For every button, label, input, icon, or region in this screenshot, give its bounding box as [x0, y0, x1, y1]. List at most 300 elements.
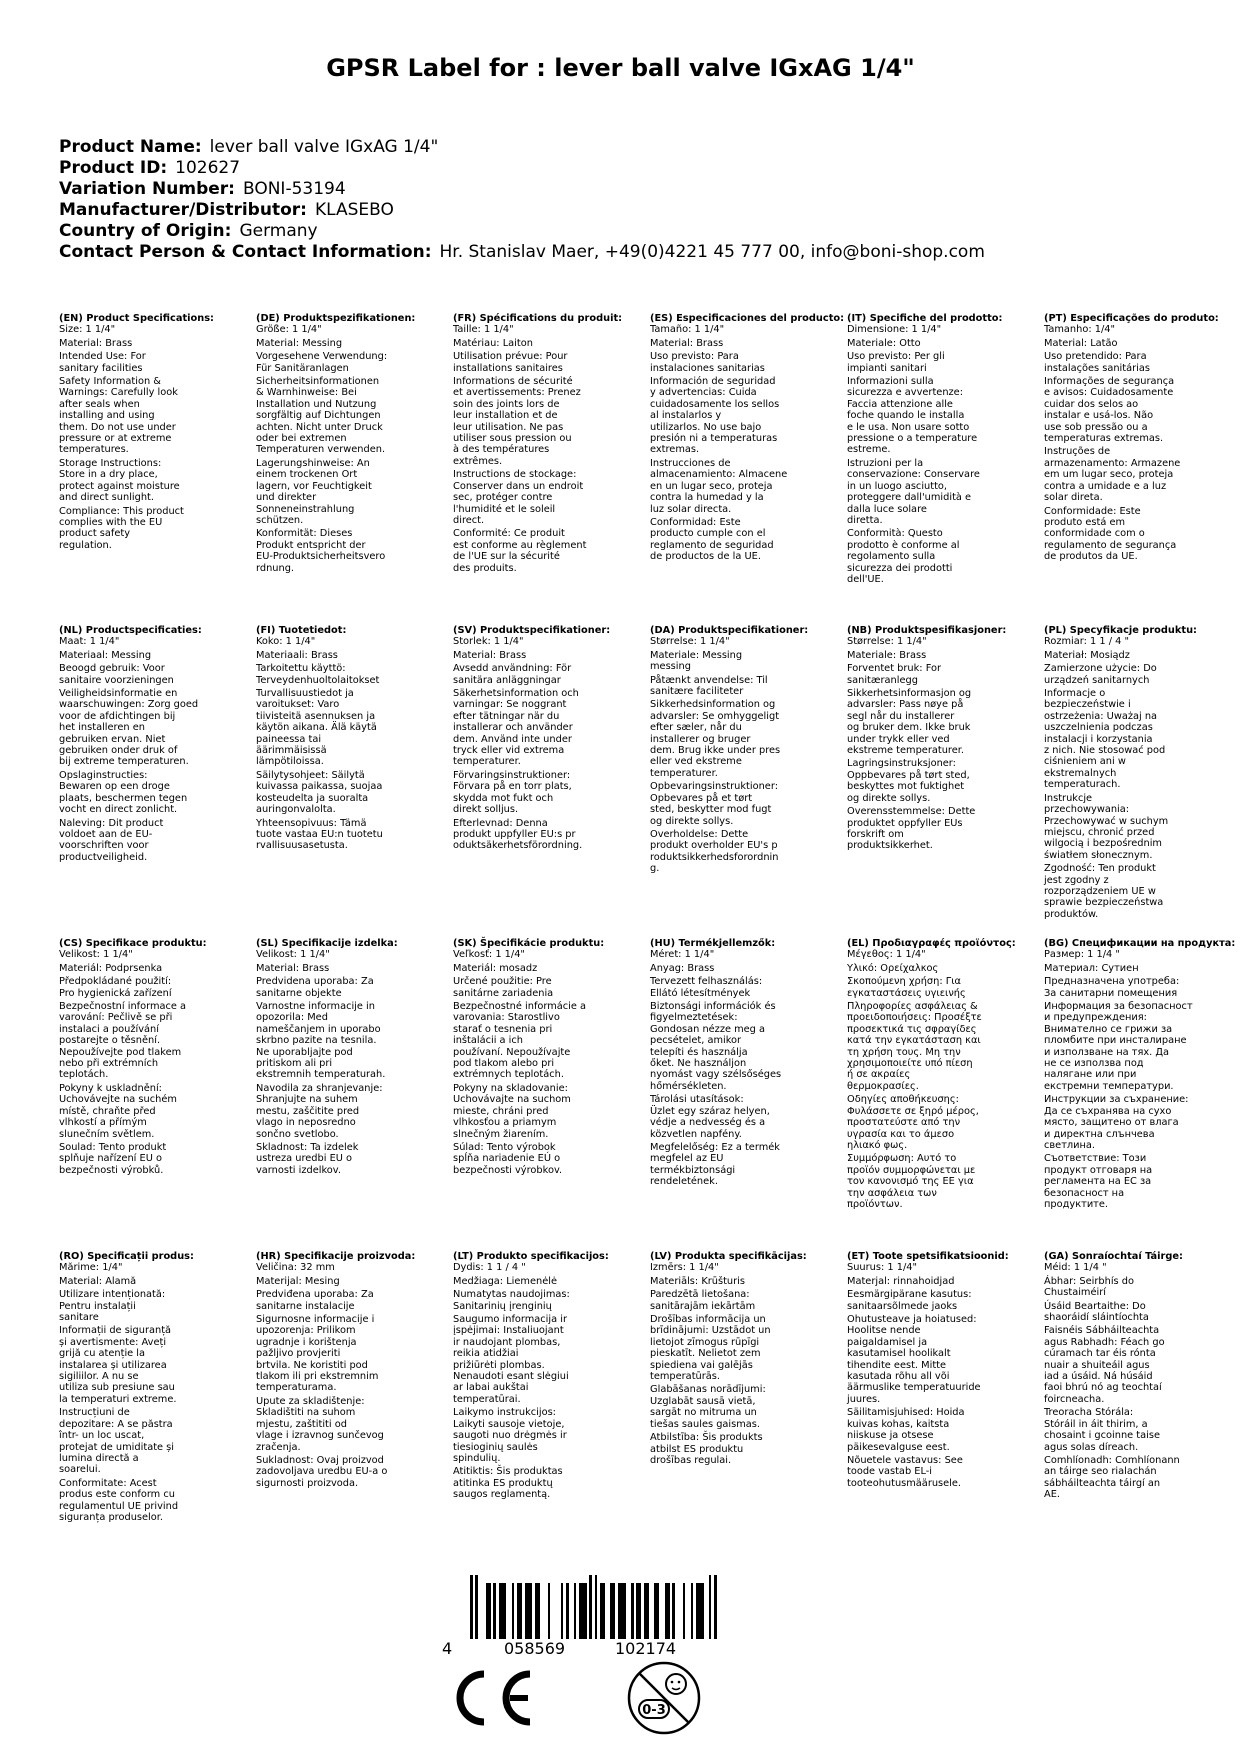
spec-line: grijă cu atenție la: [59, 1348, 146, 1360]
age-warning-icon: [626, 1660, 702, 1736]
spec-line: dem. Använd inte under: [453, 733, 572, 745]
spec-field: [847, 338, 975, 349]
spec-line: tlakom ili pri ekstremnim: [256, 1371, 379, 1383]
spec-field: [59, 1001, 187, 1081]
spec-line: chosaint i gcoinne taise: [1044, 1430, 1160, 1442]
spec-field: [59, 1407, 187, 1475]
spec-line: cuidadosamente los sellos: [650, 398, 780, 410]
spec-line: temperatures.: [59, 444, 129, 456]
spec-line: them. Do not use under: [59, 421, 176, 433]
spec-field: [847, 650, 975, 661]
spec-line: Material: Alamă: [59, 1275, 137, 1287]
spec-column: [256, 1251, 453, 1563]
spec-line: Påtænkt anvendelse: Til: [650, 674, 768, 686]
spec-heading: (EL) Προδιαγραφές προϊόντος:: [847, 938, 1016, 949]
spec-line: Предназначена употреба:: [1044, 976, 1180, 988]
spec-line: kuivas kohas, kaitsta: [847, 1418, 950, 1430]
spec-line: saugos reglamentą.: [453, 1489, 551, 1501]
spec-line: Anyag: Brass: [650, 962, 715, 974]
spec-heading: (HU) Termékjellemzők:: [650, 938, 776, 949]
spec-heading: (FI) Tuotetiedot:: [256, 625, 347, 636]
spec-line: Pentru instalații: [59, 1300, 136, 1312]
spec-row: [59, 1251, 1239, 1563]
spec-line: Materiaali: Brass: [256, 649, 338, 661]
spec-line: og direkte sollys.: [650, 815, 734, 827]
spec-line: agus Rabhadh: Féach go: [1044, 1336, 1165, 1348]
spec-line: Súlad: Tento výrobok: [453, 1141, 556, 1153]
spec-field: [1044, 963, 1172, 974]
spec-field: [256, 376, 384, 456]
spec-line: varnosti izdelkov.: [256, 1164, 341, 1176]
spec-line: foircneacha.: [1044, 1393, 1105, 1405]
spec-line: de productos de la UE.: [650, 551, 761, 563]
spec-line: Οδηγίες αποθήκευσης:: [847, 1094, 959, 1106]
spec-line: forskrift om: [847, 828, 904, 840]
spec-line: nebo při extrémních: [59, 1058, 159, 1070]
spec-line: EU-Produktsicherheitsvero: [256, 551, 386, 563]
spec-line: την ασφάλεια των: [847, 1187, 937, 1199]
spec-field: [453, 351, 581, 374]
spec-line: luz solar directa.: [650, 503, 732, 515]
spec-line: paigaldamisel ja: [847, 1336, 928, 1348]
spec-line: místě, chraňte před: [59, 1105, 156, 1117]
spec-line: Storage Instructions:: [59, 457, 162, 469]
spec-line: Conformidad: Este: [650, 516, 741, 528]
spec-column: [1044, 313, 1241, 625]
spec-line: roduktsikkerhedsforordnin: [650, 851, 779, 863]
spec-line: reglamento de seguridad: [650, 539, 774, 551]
barcode-space: [675, 1583, 683, 1639]
spec-field: [650, 781, 778, 827]
spec-line: äärimmäisissä: [256, 745, 327, 757]
spec-line: rendeletének.: [650, 1176, 718, 1188]
spec-line: Sicherheitsinformationen: [256, 376, 380, 388]
spec-line: bezpečnosti výrobkov.: [453, 1164, 563, 1176]
spec-line: и предупреждения:: [1044, 1012, 1147, 1024]
spec-line: contra la humedad y la: [650, 492, 764, 504]
spec-line: voor de afdichtingen bij: [59, 710, 176, 722]
spec-line: & Warnhinweise: Bei: [256, 387, 357, 399]
spec-line: à des températures: [453, 444, 550, 456]
spec-line: Vorgesehene Verwendung:: [256, 351, 388, 363]
spec-line: zračenja.: [256, 1441, 301, 1453]
spec-line: Turvallisuustiedot ja: [256, 688, 354, 700]
spec-line: tooteohutusmäärusele.: [847, 1477, 962, 1489]
spec-line: agus solas díreach.: [1044, 1441, 1139, 1453]
spec-line: într- un loc uscat,: [59, 1430, 145, 1442]
spec-line: Instrucțiuni de: [59, 1407, 130, 1419]
spec-line: direkt solljus.: [453, 804, 519, 816]
spec-column: [1044, 1251, 1241, 1563]
spec-line: Veličina: 32 mm: [256, 1262, 335, 1274]
spec-line: Utilisation prévue: Pour: [453, 351, 568, 363]
spec-line: y advertencias: Cuida: [650, 387, 757, 399]
info-label: Contact Person & Contact Information:: [59, 242, 432, 262]
spec-heading: (PT) Especificações do produto:: [1044, 313, 1219, 324]
spec-line: Suurus: 1 1/4": [847, 1262, 918, 1274]
spec-line: beskyttes mot fuktighet: [847, 781, 965, 793]
spec-line: sicurezza dei prodotti: [847, 562, 953, 574]
spec-line: Upute za skladištenje:: [256, 1395, 365, 1407]
spec-line: Pro hygienická zařízení: [59, 987, 172, 999]
barcode-bar: [579, 1583, 587, 1639]
spec-line: Rozmiar: 1 1 / 4 ": [1044, 636, 1130, 648]
spec-column: [650, 1251, 847, 1563]
spec-column: [59, 1251, 256, 1563]
spec-line: Tarkoitettu käyttö:: [256, 663, 346, 675]
spec-field: [453, 1289, 581, 1312]
spec-heading: (CS) Specifikace produktu:: [59, 938, 207, 949]
spec-line: regulamento de segurança: [1044, 539, 1177, 551]
spec-line: temperatūrās.: [650, 1371, 720, 1383]
spec-line: Medžiaga: Liemenėlė: [453, 1275, 557, 1287]
spec-line: vocht en direct zonlicht.: [59, 804, 178, 816]
spec-line: Sikkerhetsinformasjon og: [847, 688, 972, 700]
spec-field: [1044, 1454, 1180, 1501]
spec-line: hőmérsékleten.: [650, 1080, 727, 1092]
barcode-space: [540, 1583, 548, 1639]
spec-field: [256, 1276, 384, 1287]
spec-line: Materjal: rinnahoidjad: [847, 1275, 955, 1287]
spec-line: produktet oppfyller EUs: [847, 817, 963, 829]
spec-line: Uso pretendido: Para: [1044, 351, 1147, 363]
spec-column: [453, 625, 650, 938]
spec-line: lagern, vor Feuchtigkeit: [256, 480, 372, 492]
spec-field: [847, 528, 975, 585]
spec-field: [453, 650, 581, 661]
spec-line: dem. Brug ikke under pres: [650, 745, 781, 757]
spec-line: Forventet bruk: For: [847, 663, 942, 675]
spec-line: tiesioginių saulės: [453, 1441, 538, 1453]
spec-line: varování: Pečlivě se při: [59, 1012, 173, 1024]
spec-line: Förvara på en torr plats,: [453, 781, 572, 793]
spec-line: utilizarlos. No use bajo: [650, 421, 762, 433]
spec-field: [453, 1276, 581, 1287]
spec-line: Größe: 1 1/4": [256, 324, 322, 336]
spec-heading: (NB) Produktspesifikasjoner:: [847, 625, 1007, 636]
spec-line: og bruker dem. Ikke bruk: [847, 722, 971, 734]
info-contact: [59, 242, 1199, 263]
spec-field: [650, 1276, 778, 1287]
spec-field: [650, 338, 778, 349]
spec-line: teplotách.: [59, 1069, 109, 1081]
spec-heading: (ET) Toote spetsifikatsioonid:: [847, 1251, 1009, 1262]
spec-line: Förvaringsinstruktioner:: [453, 769, 571, 781]
spec-line: instalações sanitárias: [1044, 362, 1150, 374]
spec-field: [1044, 446, 1181, 504]
spec-line: Ne uporabljajte pod: [256, 1046, 353, 1058]
spec-line: lietojot zīmogus rūpīgi: [650, 1336, 760, 1348]
spec-line: sigiliilor. A nu se: [59, 1371, 139, 1383]
spec-column: [650, 625, 847, 938]
spec-line: προϊόν συμμορφώνεται με: [847, 1164, 976, 1176]
spec-line: prodotto è conforme al: [847, 539, 960, 551]
spec-field: [650, 1314, 778, 1382]
spec-line: Numatytas naudojimas:: [453, 1289, 570, 1301]
spec-line: Instructions de stockage:: [453, 469, 577, 481]
spec-line: telepíti és használja: [650, 1046, 748, 1058]
spec-field: [847, 1407, 975, 1453]
spec-line: Sukladnost: Ovaj proizvod: [256, 1454, 384, 1466]
info-label: Variation Number:: [59, 179, 235, 199]
spec-column: [650, 938, 847, 1251]
spec-line: Predviđena uporaba: Za: [256, 1289, 374, 1301]
spec-field: [256, 818, 384, 852]
spec-field: [453, 324, 581, 335]
spec-column: [256, 625, 453, 938]
spec-row: [59, 313, 1239, 625]
spec-field: [59, 963, 187, 974]
spec-line: Pokyny k uskladnění:: [59, 1082, 162, 1094]
info-value: Hr. Stanislav Maer, +49(0)4221 45 777 00, info@boni-shop.com: [439, 242, 985, 262]
info-variation-number: [59, 179, 1199, 200]
spec-heading: (RO) Specificații produs:: [59, 1251, 194, 1262]
spec-line: paineessa tai: [256, 733, 322, 745]
spec-line: Внимателно се грижи за: [1044, 1023, 1173, 1035]
spec-line: θερμοκρασίες.: [847, 1080, 919, 1092]
spec-line: Maat: 1 1/4": [59, 636, 120, 648]
spec-line: de l'UE sur la sécurité: [453, 551, 560, 563]
spec-line: Avsedd användning: För: [453, 663, 572, 675]
spec-field: [256, 770, 384, 816]
spec-column: [453, 938, 650, 1251]
spec-line: Izmērs: 1 1/4": [650, 1262, 719, 1274]
spec-field: [650, 1142, 778, 1188]
barcode-digits-right: 102174: [615, 1639, 677, 1658]
spec-field: [650, 517, 778, 563]
spec-field: [256, 1454, 388, 1489]
spec-field: [256, 458, 384, 526]
spec-line: sprawie bezpieczeństwa: [1044, 897, 1164, 909]
spec-line: under trykk eller ved: [847, 733, 950, 745]
info-product-name: [59, 137, 1199, 158]
spec-column: [1044, 625, 1241, 938]
spec-line: Säkerhetsinformation och: [453, 688, 579, 700]
spec-line: Säilitamisjuhised: Hoida: [847, 1407, 965, 1419]
spec-line: temperatūrai.: [453, 1393, 521, 1405]
spec-line: Opslaginstructies:: [59, 769, 148, 781]
spec-heading: (DE) Produktspezifikationen:: [256, 313, 416, 324]
spec-line: Conformità: Questo: [847, 528, 943, 540]
spec-line: conservazione: Conservare: [847, 469, 980, 481]
spec-line: Temperaturen verwenden.: [256, 444, 386, 456]
info-label: Product Name:: [59, 137, 202, 157]
spec-column: [847, 938, 1044, 1251]
spec-line: Hoolitse nende: [847, 1325, 921, 1337]
spec-line: Store in a dry place,: [59, 469, 158, 481]
info-value: KLASEBO: [314, 200, 394, 220]
spec-line: őket. Ne használjon: [650, 1058, 747, 1070]
spec-line: Size: 1 1/4": [59, 324, 116, 336]
spec-line: niiskuse ja otsese: [847, 1430, 934, 1442]
spec-line: Conserver dans un endroit: [453, 480, 584, 492]
spec-line: безопасност на: [1044, 1187, 1125, 1199]
spec-line: spĺňa nariadenie EÚ o: [453, 1153, 561, 1165]
spec-line: Installation und Nutzung: [256, 398, 377, 410]
spec-line: inštalácii a ich: [453, 1035, 523, 1047]
spec-line: temperaturach.: [1044, 779, 1121, 791]
spec-line: est conforme au règlement: [453, 539, 587, 551]
barcode-bar: [714, 1575, 717, 1639]
spec-column: [59, 313, 256, 625]
spec-line: faoi bhrú nó ag teochtaí: [1044, 1382, 1162, 1394]
spec-line: mieste, chráni pred: [453, 1105, 549, 1117]
spec-line: Terveydenhuoltolaitokset: [256, 674, 380, 686]
spec-line: ekstremnih temperaturah.: [256, 1069, 386, 1081]
spec-heading: (NL) Productspecificaties:: [59, 625, 202, 636]
spec-line: brtvila. Ne koristiti pod: [256, 1359, 368, 1371]
spec-line: Skladnost: Ta izdelek: [256, 1141, 359, 1153]
spec-line: tiešas saules gaismas.: [650, 1418, 761, 1430]
spec-field: [1044, 376, 1175, 445]
spec-line: lämpötiloissa.: [256, 756, 324, 768]
spec-line: Chustaiméirí: [1044, 1287, 1106, 1299]
spec-line: Lagringsinstruksjoner:: [847, 758, 956, 770]
spec-line: Zgodność: Ten produkt: [1044, 863, 1156, 875]
spec-line: Tárolási utasítások:: [650, 1094, 744, 1106]
spec-line: Saugumo informacija ir: [453, 1314, 567, 1326]
spec-line: Shranjujte na suhem: [256, 1094, 358, 1106]
spec-line: atitinka ES produktų: [453, 1477, 553, 1489]
spec-line: og direkte sollys.: [847, 792, 931, 804]
spec-line: προϊόντων.: [847, 1198, 903, 1210]
spec-line: soarelui.: [59, 1464, 101, 1476]
spec-line: after seals when: [59, 398, 140, 410]
spec-field: [650, 963, 778, 974]
spec-heading: (EN) Product Specifications:: [59, 313, 214, 324]
spec-line: Předpokládané použití:: [59, 976, 172, 988]
spec-column: [847, 313, 1044, 625]
spec-line: Materiāls: Krūšturis: [650, 1275, 745, 1287]
spec-line: megfelel az EU: [650, 1153, 724, 1165]
spec-line: utiliser sous pression ou: [453, 433, 572, 445]
spec-line: продуктите.: [1044, 1198, 1109, 1210]
spec-line: Velikost: 1 1/4": [256, 949, 330, 961]
spec-line: ηλιακό φως.: [847, 1139, 908, 1151]
spec-line: juures.: [847, 1393, 881, 1405]
spec-line: Dimensione: 1 1/4": [847, 324, 942, 336]
spec-line: Bezpečnostní informace a: [59, 1001, 187, 1013]
spec-field: [59, 506, 187, 552]
spec-line: Beoogd gebruik: Voor: [59, 663, 165, 675]
spec-line: Atbilstība: Šis produkts: [650, 1432, 763, 1444]
spec-line: sanitarne objekte: [256, 987, 342, 999]
spec-line: Warnings: Carefully look: [59, 387, 178, 399]
spec-line: светлина.: [1044, 1139, 1096, 1151]
spec-field: [59, 636, 187, 647]
spec-line: Πληροφορίες ασφάλειας &: [847, 1001, 978, 1013]
spec-line: AE.: [1044, 1489, 1061, 1501]
spec-line: προειδοποιήσεις: Προσέξτε: [847, 1012, 982, 1024]
spec-line: shaoráidí sláintíochta: [1044, 1312, 1149, 1324]
spec-line: Mărime: 1/4": [59, 1262, 123, 1274]
spec-line: Compliance: This product: [59, 505, 184, 517]
spec-line: advarsler: Pass nøye på: [847, 699, 964, 711]
spec-field: [256, 949, 384, 960]
spec-field: [256, 1262, 384, 1273]
spec-line: voldoet aan de EU-: [59, 828, 153, 840]
spec-line: ir naudojant plombas,: [453, 1336, 561, 1348]
spec-line: Veľkosť: 1 1/4": [453, 949, 525, 961]
spec-line: oder bei extremen: [256, 433, 347, 445]
spec-line: υγρασία και το άμεσο: [847, 1128, 955, 1140]
spec-line: налягане или при: [1044, 1069, 1137, 1081]
spec-line: Velikost: 1 1/4": [59, 949, 133, 961]
spec-line: Sikkerhedsinformation og: [650, 699, 776, 711]
spec-line: Materiał: Mosiądz: [1044, 649, 1130, 661]
spec-line: eller ved ekstreme: [650, 756, 742, 768]
spec-heading: (SK) Špecifikácie produktu:: [453, 938, 605, 949]
spec-line: instalar e usá-los. Não: [1044, 410, 1154, 422]
spec-line: Treoracha Stórála:: [1044, 1407, 1134, 1419]
spec-field: [59, 1262, 187, 1273]
spec-line: sargāt no mitruma un: [650, 1407, 757, 1419]
spec-line: Ábhar: Seirbhís do: [1044, 1275, 1134, 1287]
spec-field: [847, 1314, 981, 1405]
spec-line: Material: Brass: [453, 649, 527, 661]
spec-field: [453, 1407, 581, 1464]
spec-line: voorschriften voor: [59, 840, 149, 852]
spec-field: [650, 1384, 778, 1430]
info-value: 102627: [175, 158, 241, 178]
spec-field: [1044, 863, 1172, 920]
spec-line: diretta.: [847, 514, 883, 526]
spec-line: wilgocią i bezpośrednim: [1044, 838, 1162, 850]
spec-line: produs este conform cu: [59, 1489, 175, 1501]
spec-line: Materiál: mosadz: [453, 962, 538, 974]
spec-line: soin des joints lors de: [453, 398, 560, 410]
spec-line: Materiale: Brass: [847, 649, 927, 661]
spec-line: presión ni a temperaturas: [650, 433, 778, 445]
spec-field: [1044, 793, 1172, 861]
spec-line: temperaturas extremas.: [1044, 433, 1164, 445]
spec-line: Efterlevnad: Denna: [453, 817, 548, 829]
spec-line: leur utilisation. Ne pas: [453, 421, 564, 433]
spec-line: temperaturer.: [650, 767, 718, 779]
spec-line: reikia atidžiai: [453, 1348, 519, 1360]
spec-line: Nepoužívejte pod tlakem: [59, 1046, 182, 1058]
spec-line: Megfelelőség: Ez a termék: [650, 1141, 780, 1153]
spec-line: Matériau: Laiton: [453, 337, 533, 349]
info-label: Country of Origin:: [59, 221, 232, 241]
spec-line: an táirge seo rialachán: [1044, 1466, 1157, 1478]
spec-line: het installeren en: [59, 722, 145, 734]
spec-line: produkt overholder EU's p: [650, 840, 778, 852]
spec-line: advarsler: Se omhyggeligt: [650, 710, 780, 722]
spec-line: achten. Nicht unter Druck: [256, 421, 383, 433]
info-label: Product ID:: [59, 158, 168, 178]
spec-line: sanitare: [59, 1312, 99, 1324]
spec-line: κατά την εγκατάσταση και: [847, 1035, 981, 1047]
spec-line: sončno svetlobo.: [256, 1128, 339, 1140]
spec-field: [650, 351, 778, 374]
spec-line: impianti sanitari: [847, 362, 927, 374]
spec-line: regulation.: [59, 539, 112, 551]
spec-line: extrêmes.: [453, 455, 503, 467]
spec-field: [1044, 1094, 1189, 1151]
spec-line: Oppbevares på tørt sted,: [847, 769, 970, 781]
spec-field: [847, 324, 975, 335]
spec-line: foche quando le installa: [847, 410, 965, 422]
spec-line: dalla luce solare: [847, 503, 927, 515]
spec-line: product safety: [59, 528, 131, 540]
spec-field: [59, 1478, 187, 1524]
spec-heading: (PL) Specyfikacje produktu:: [1044, 625, 1197, 636]
spec-line: regolamento sulla: [847, 551, 936, 563]
spec-line: Overensstemmelse: Dette: [847, 806, 976, 818]
spec-field: [1044, 976, 1180, 999]
spec-line: Informations de sécurité: [453, 376, 573, 388]
